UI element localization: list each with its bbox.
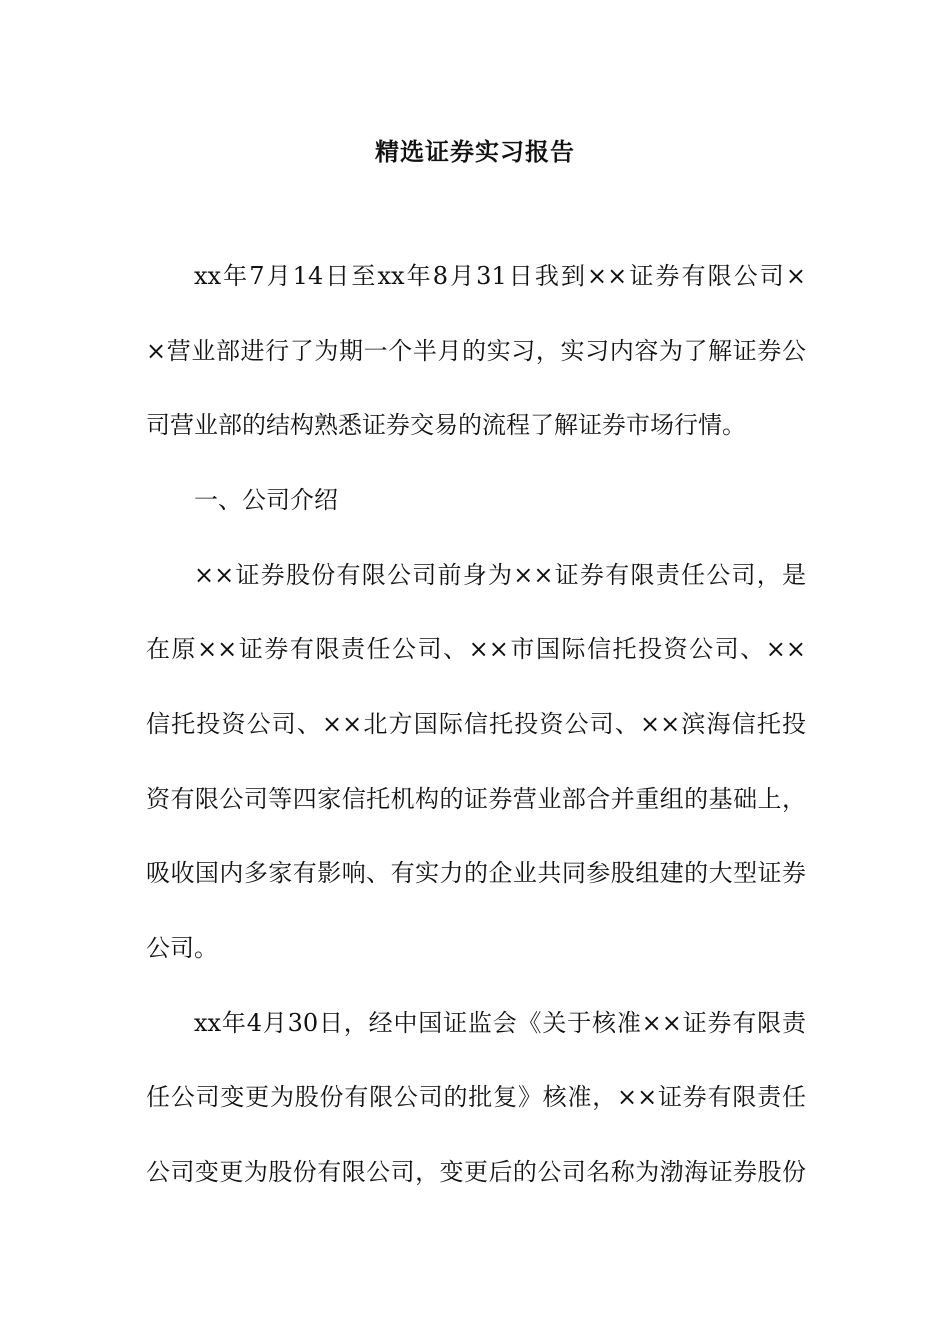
section-heading: 一、公司介绍 (194, 486, 338, 514)
paragraph-line: ××证券股份有限公司前身为××证券有限责任公司，是 (194, 561, 806, 589)
paragraph-line: ×营业部进行了为期一个半月的实习，实习内容为了解证券公 (146, 337, 806, 365)
document-title: 精选证券实习报告 (375, 137, 575, 166)
paragraph-line: 公司变更为股份有限公司，变更后的公司名称为渤海证券股份 (146, 1158, 806, 1186)
paragraph-line: 任公司变更为股份有限公司的批复》核准，××证券有限责任 (146, 1083, 806, 1111)
paragraph-line: xx年4月30日，经中国证监会《关于核准××证券有限责 (194, 1009, 806, 1037)
paragraph-line: 吸收国内多家有影响、有实力的企业共同参股组建的大型证券 (146, 859, 806, 887)
paragraph-line: 司营业部的结构熟悉证券交易的流程了解证券市场行情。 (146, 411, 746, 439)
paragraph-line: 公司。 (146, 934, 218, 962)
paragraph-line: 在原××证券有限责任公司、××市国际信托投资公司、×× (146, 635, 806, 663)
paragraph-line: 信托投资公司、××北方国际信托投资公司、××滨海信托投 (146, 710, 806, 738)
paragraph-line: 资有限公司等四家信托机构的证券营业部合并重组的基础上， (146, 785, 806, 813)
paragraph-line: xx年7月14日至xx年8月31日我到××证券有限公司× (194, 262, 806, 290)
